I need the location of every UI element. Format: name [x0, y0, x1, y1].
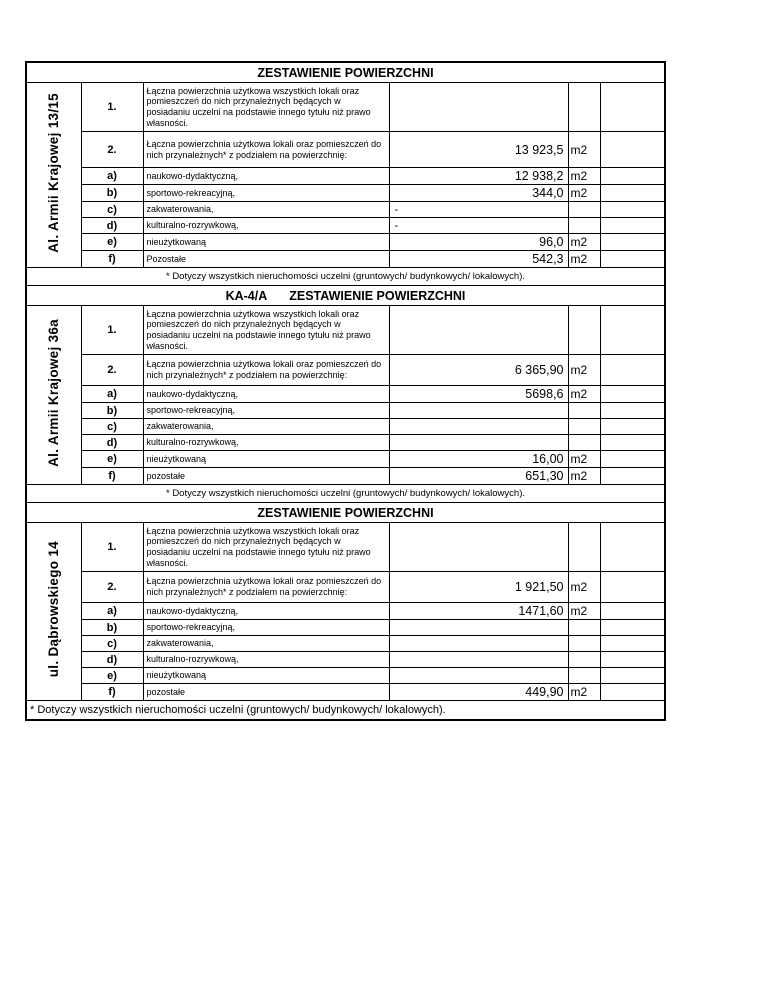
- building-label-cell: [26, 306, 81, 485]
- row-unit-cell: [568, 636, 600, 652]
- row-desc-cell: nieużytkowaną: [143, 668, 389, 684]
- row-desc-cell: sportowo-rekreacyjną,: [143, 620, 389, 636]
- bottom-note: * Dotyczy wszystkich nieruchomości uczelni (gruntowych/ budynkowych/ lokalowych).: [26, 701, 665, 721]
- row-unit-cell: m2: [568, 185, 600, 202]
- building-label-cell: [26, 523, 81, 701]
- row-desc-cell: naukowo-dydaktyczną,: [143, 168, 389, 185]
- row-desc-cell: pozostałe: [143, 684, 389, 701]
- row-number-cell: f): [81, 684, 143, 701]
- section2-header-row: [26, 286, 665, 306]
- row-value-cell: 5698,6: [389, 386, 568, 403]
- row-desc-cell: kulturalno-rozrywkową,: [143, 652, 389, 668]
- building-label-cell: [26, 83, 81, 268]
- row-number-cell: a): [81, 168, 143, 185]
- row-number-cell: b): [81, 403, 143, 419]
- row-value-cell: 12 938,2: [389, 168, 568, 185]
- row-unit-cell: m2: [568, 572, 600, 603]
- row-value-cell: [389, 306, 568, 355]
- row-desc-cell: nieużytkowaną: [143, 451, 389, 468]
- row-number-cell: d): [81, 435, 143, 451]
- row-tail-cell: [600, 403, 665, 419]
- row-tail-cell: [600, 251, 665, 268]
- row-number-cell: d): [81, 218, 143, 234]
- row-unit-cell: m2: [568, 386, 600, 403]
- row-desc-cell: naukowo-dydaktyczną,: [143, 386, 389, 403]
- row-desc-cell: sportowo-rekreacyjną,: [143, 185, 389, 202]
- row-desc-cell: Łączna powierzchnia użytkowa wszystkich lokali oraz pomieszczeń do nich przynależnych będących w posiadaniu uczelni na podstawie innego tytułu niż prawo własności.: [143, 523, 389, 572]
- row-value-cell: 651,30: [389, 468, 568, 485]
- row-unit-cell: [568, 620, 600, 636]
- row-number-cell: b): [81, 620, 143, 636]
- row-value-cell: [389, 419, 568, 435]
- row-unit-cell: [568, 419, 600, 435]
- row-value-cell: [389, 668, 568, 684]
- section-title-text: ZESTAWIENIE POWIERZCHNI: [257, 65, 434, 80]
- row-tail-cell: [600, 620, 665, 636]
- row-tail-cell: [600, 572, 665, 603]
- row-tail-cell: [600, 451, 665, 468]
- row-desc-cell: kulturalno-rozrywkową,: [143, 435, 389, 451]
- row-unit-cell: m2: [568, 168, 600, 185]
- section-title-text: ZESTAWIENIE POWIERZCHNI: [289, 288, 466, 303]
- row-value-cell: 344,0: [389, 185, 568, 202]
- row-number-cell: 1.: [81, 306, 143, 355]
- section-title-prefix: KA-4/A: [225, 288, 268, 303]
- row-value-cell: -: [389, 202, 568, 218]
- row-tail-cell: [600, 234, 665, 251]
- row-number-cell: c): [81, 636, 143, 652]
- row-unit-cell: m2: [568, 132, 600, 168]
- row-number-cell: e): [81, 668, 143, 684]
- row-value-cell: 542,3: [389, 251, 568, 268]
- row-desc-cell: Łączna powierzchnia użytkowa lokali oraz pomieszczeń do nich przynależnych* z podziałem na powierzchnię:: [143, 572, 389, 603]
- row-unit-cell: m2: [568, 468, 600, 485]
- row-number-cell: f): [81, 468, 143, 485]
- row-desc-cell: zakwaterowania,: [143, 636, 389, 652]
- row-tail-cell: [600, 132, 665, 168]
- row-unit-cell: [568, 306, 600, 355]
- row-unit-cell: m2: [568, 355, 600, 386]
- row-desc-cell: naukowo-dydaktyczną,: [143, 603, 389, 620]
- row-desc-cell: Pozostałe: [143, 251, 389, 268]
- row-desc-cell: Łączna powierzchnia użytkowa lokali oraz pomieszczeń do nich przynależnych* z podziałem na powierzchnię:: [143, 132, 389, 168]
- row-unit-cell: [568, 652, 600, 668]
- row-value-cell: 13 923,5: [389, 132, 568, 168]
- row-tail-cell: [600, 306, 665, 355]
- row-unit-cell: [568, 403, 600, 419]
- row-unit-cell: m2: [568, 234, 600, 251]
- row-tail-cell: [600, 468, 665, 485]
- row-number-cell: f): [81, 251, 143, 268]
- row-unit-cell: m2: [568, 684, 600, 701]
- row-unit-cell: [568, 668, 600, 684]
- row-number-cell: 2.: [81, 355, 143, 386]
- row-value-cell: 16,00: [389, 451, 568, 468]
- row-tail-cell: [600, 523, 665, 572]
- row-tail-cell: [600, 185, 665, 202]
- area-summary-table: [25, 61, 666, 721]
- row-tail-cell: [600, 218, 665, 234]
- building-label: ul. Dąbrowskiego 14: [46, 540, 62, 678]
- row-value-cell: [389, 652, 568, 668]
- row-number-cell: b): [81, 185, 143, 202]
- row-unit-cell: m2: [568, 451, 600, 468]
- section1-header-row: [26, 62, 665, 83]
- row-number-cell: d): [81, 652, 143, 668]
- row-tail-cell: [600, 435, 665, 451]
- row-unit-cell: [568, 83, 600, 132]
- row-value-cell: 1471,60: [389, 603, 568, 620]
- row-desc-cell: zakwaterowania,: [143, 419, 389, 435]
- row-tail-cell: [600, 603, 665, 620]
- row-tail-cell: [600, 419, 665, 435]
- row-number-cell: e): [81, 451, 143, 468]
- row-value-cell: 6 365,90: [389, 355, 568, 386]
- row-unit-cell: [568, 202, 600, 218]
- row-unit-cell: m2: [568, 251, 600, 268]
- row-tail-cell: [600, 83, 665, 132]
- row-value-cell: [389, 523, 568, 572]
- row-desc-cell: nieużytkowaną: [143, 234, 389, 251]
- row-desc-cell: pozostałe: [143, 468, 389, 485]
- row-number-cell: 1.: [81, 523, 143, 572]
- section-title-text: ZESTAWIENIE POWIERZCHNI: [257, 505, 434, 520]
- section3-header-row: [26, 503, 665, 523]
- row-value-cell: 449,90: [389, 684, 568, 701]
- building-label: Al. Armii Krajowej 36a: [46, 318, 62, 467]
- row-number-cell: a): [81, 603, 143, 620]
- row-unit-cell: m2: [568, 603, 600, 620]
- section-title: [26, 503, 665, 523]
- row-number-cell: c): [81, 419, 143, 435]
- row-unit-cell: [568, 435, 600, 451]
- row-tail-cell: [600, 202, 665, 218]
- row-value-cell: 96,0: [389, 234, 568, 251]
- row-tail-cell: [600, 652, 665, 668]
- row-tail-cell: [600, 636, 665, 652]
- row-number-cell: c): [81, 202, 143, 218]
- row-desc-cell: zakwaterowania,: [143, 202, 389, 218]
- building-label: Al. Armii Krajowej 13/15: [46, 92, 62, 253]
- section-title: [26, 286, 665, 306]
- row-tail-cell: [600, 355, 665, 386]
- row-value-cell: -: [389, 218, 568, 234]
- row-value-cell: [389, 636, 568, 652]
- row-desc-cell: Łączna powierzchnia użytkowa wszystkich lokali oraz pomieszczeń do nich przynależnych będących w posiadaniu uczelni na podstawie innego tytułu niż prawo własności.: [143, 83, 389, 132]
- row-value-cell: [389, 435, 568, 451]
- row-value-cell: [389, 403, 568, 419]
- row-value-cell: 1 921,50: [389, 572, 568, 603]
- row-value-cell: [389, 620, 568, 636]
- row-tail-cell: [600, 168, 665, 185]
- row-tail-cell: [600, 668, 665, 684]
- row-number-cell: a): [81, 386, 143, 403]
- row-number-cell: 1.: [81, 83, 143, 132]
- row-desc-cell: Łączna powierzchnia użytkowa wszystkich lokali oraz pomieszczeń do nich przynależnych będących w posiadaniu uczelni na podstawie innego tytułu niż prawo własności.: [143, 306, 389, 355]
- section-title: [26, 62, 665, 83]
- row-value-cell: [389, 83, 568, 132]
- section-footnote: * Dotyczy wszystkich nieruchomości uczelni (gruntowych/ budynkowych/ lokalowych).: [26, 268, 665, 286]
- row-number-cell: 2.: [81, 572, 143, 603]
- row-desc-cell: kulturalno-rozrywkową,: [143, 218, 389, 234]
- row-tail-cell: [600, 684, 665, 701]
- section-footnote: * Dotyczy wszystkich nieruchomości uczelni (gruntowych/ budynkowych/ lokalowych).: [26, 485, 665, 503]
- row-unit-cell: [568, 523, 600, 572]
- row-desc-cell: sportowo-rekreacyjną,: [143, 403, 389, 419]
- row-desc-cell: Łączna powierzchnia użytkowa lokali oraz pomieszczeń do nich przynależnych* z podziałem na powierzchnię:: [143, 355, 389, 386]
- row-unit-cell: [568, 218, 600, 234]
- row-number-cell: e): [81, 234, 143, 251]
- row-tail-cell: [600, 386, 665, 403]
- row-number-cell: 2.: [81, 132, 143, 168]
